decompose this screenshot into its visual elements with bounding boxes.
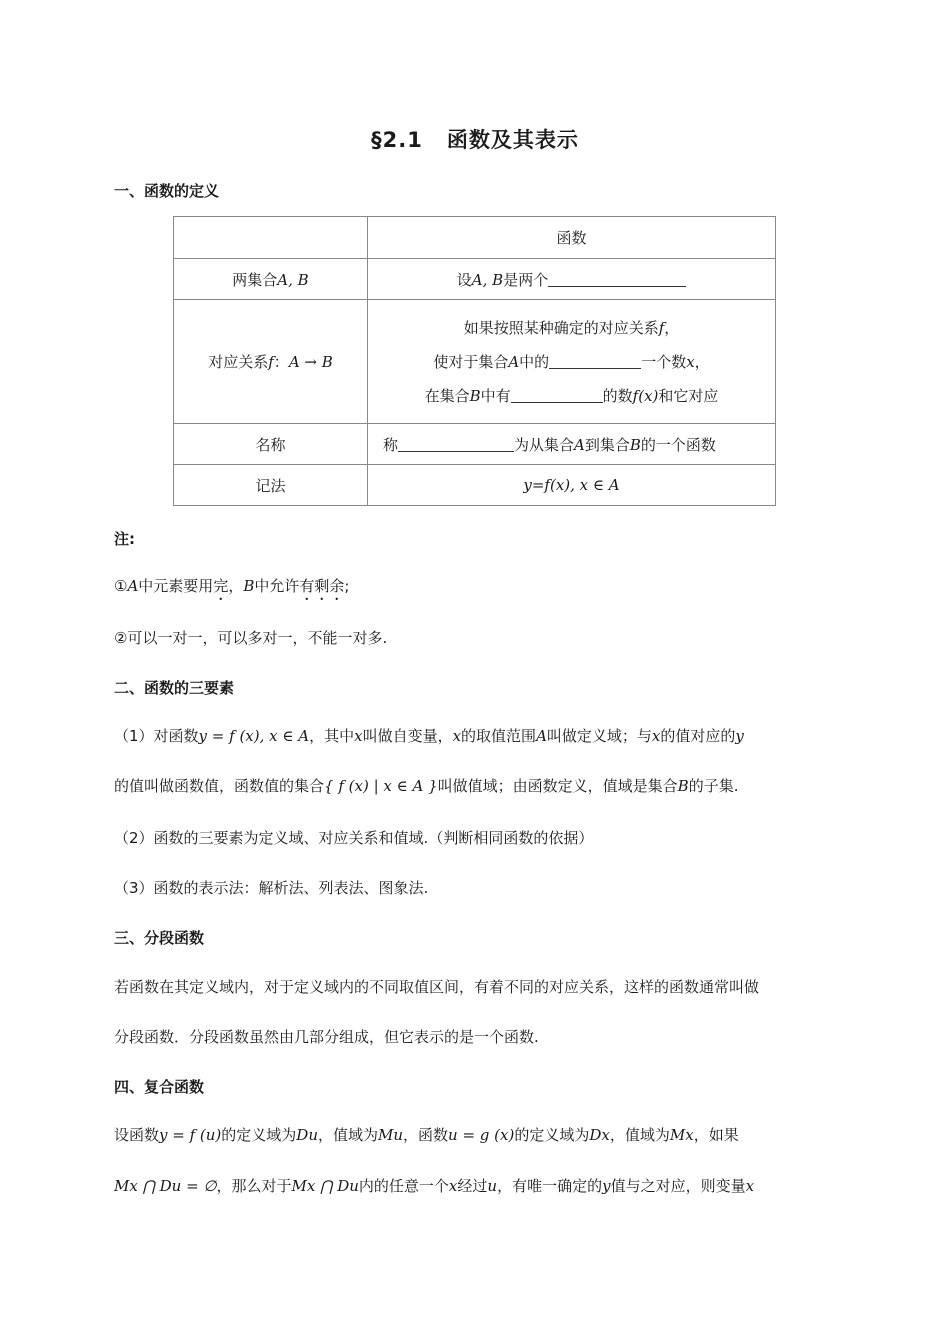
table-row <box>174 259 776 300</box>
heading-composite-function: 四、复合函数 <box>114 1078 205 1096</box>
math-text: A <box>127 577 139 595</box>
content-text: 为从集合 <box>514 435 575 454</box>
para-text: ，值域为 <box>317 1126 378 1144</box>
para-text: ，其中 <box>309 727 355 745</box>
content-text: 一个数 <box>641 352 687 371</box>
content-text: 称 <box>383 435 399 454</box>
para-text: 的值叫做函数值，函数值的集合 <box>114 777 325 795</box>
note-text: ; <box>344 577 350 595</box>
math-text: Mx ⋂ Du = ∅ <box>114 1177 217 1195</box>
note-text: 中元素要用 <box>138 577 214 595</box>
elements-paragraph-1-line-1 <box>114 725 838 746</box>
para-text: 经过 <box>457 1177 488 1195</box>
content-text: 和它对应 <box>658 386 719 405</box>
math-text: u <box>487 1177 498 1195</box>
mapping-line-1 <box>368 311 775 345</box>
math-text: x <box>686 352 695 371</box>
content-text: 中有 <box>480 386 511 405</box>
content-text: ， <box>664 318 680 337</box>
elements-paragraph-1-line-2 <box>114 775 838 796</box>
math-text: Mu <box>378 1126 404 1144</box>
table-row <box>174 424 776 465</box>
math-text: A <box>508 352 520 371</box>
math-text: B <box>469 386 481 405</box>
heading-function-definition: 一、函数的定义 <box>114 182 220 200</box>
math-text: x <box>745 1177 755 1195</box>
math-text: Du <box>296 1126 318 1144</box>
content-text: 设 <box>456 270 472 289</box>
math-text: y = f (x), x ∈ A <box>198 727 310 745</box>
table-label-sets <box>174 259 368 300</box>
fill-blank <box>548 272 686 287</box>
math-text: f <box>268 353 274 371</box>
math-text: f <box>658 318 665 337</box>
note-item-2: ②可以一对一，可以多对一，不能一对多. <box>114 629 388 647</box>
section-number: §2.1 <box>371 128 423 152</box>
math-text: B <box>677 777 689 795</box>
math-text: y <box>735 727 744 745</box>
para-text: 值与之对应，则变量 <box>610 1177 746 1195</box>
piecewise-paragraph-line-2: 分段函数．分段函数虽然由几部分组成，但它表示的是一个函数. <box>114 1028 539 1046</box>
note-item-1 <box>114 575 838 604</box>
table-content-notation <box>368 465 776 506</box>
math-text: A → B <box>288 353 333 371</box>
math-text: x <box>448 1177 458 1195</box>
emphasized-text: 完 <box>213 577 229 595</box>
math-text: x <box>354 727 363 745</box>
content-text: 在集合 <box>424 386 470 405</box>
table-row <box>174 465 776 506</box>
table-content-mapping <box>368 300 776 424</box>
math-text: A, B <box>471 270 504 289</box>
fill-blank <box>549 354 641 369</box>
title-text: 函数及其表示 <box>446 128 579 152</box>
math-text: f(x) <box>632 386 659 405</box>
label-text: 对应关系 <box>208 353 269 371</box>
note-text: 中允许 <box>254 577 300 595</box>
para-text: 的子集. <box>688 777 739 795</box>
table-label-name: 名称 <box>174 424 368 465</box>
table-row <box>174 217 776 259</box>
para-text: 叫做自变量， <box>362 727 453 745</box>
content-text: 中的 <box>519 352 550 371</box>
math-text: { f (x) | x ∈ A } <box>324 777 438 795</box>
math-text: y=f(x), x ∈ A <box>523 476 620 494</box>
note-text: ， <box>228 577 244 595</box>
content-text: 的数 <box>602 386 633 405</box>
math-text: y = f (u) <box>159 1126 222 1144</box>
page-title <box>0 124 950 154</box>
table-content-sets <box>368 259 776 300</box>
para-text: 叫做值域；由函数定义，值域是集合 <box>437 777 678 795</box>
para-text: 的取值范围 <box>461 727 537 745</box>
para-text: ，如果 <box>693 1126 739 1144</box>
math-text: Mx <box>669 1126 694 1144</box>
composite-paragraph-line-2 <box>114 1175 838 1196</box>
definition-table <box>173 216 776 506</box>
note-label: 注: <box>114 530 135 548</box>
para-text: 内的任意一个 <box>358 1177 449 1195</box>
fill-blank <box>511 388 603 403</box>
heading-three-elements: 二、函数的三要素 <box>114 679 235 697</box>
math-text: A, B <box>277 270 309 289</box>
math-text: Mx ⋂ Du <box>291 1177 359 1195</box>
content-text: 使对于集合 <box>433 352 509 371</box>
content-text: 到集合 <box>584 435 630 454</box>
table-label-mapping <box>174 300 368 424</box>
fill-blank <box>398 437 514 452</box>
para-text: 设函数 <box>114 1126 160 1144</box>
elements-paragraph-3: （3）函数的表示法：解析法、列表法、图象法. <box>114 879 429 897</box>
composite-paragraph-line-1 <box>114 1124 838 1145</box>
math-text: Dx <box>589 1126 610 1144</box>
label-text: 两集合 <box>232 270 278 289</box>
piecewise-paragraph-line-1: 若函数在其定义域内，对于定义域内的不同取值区间，有着不同的对应关系，这样的函数通常叫做 <box>114 978 760 996</box>
circled-number: ① <box>114 577 128 595</box>
table-header-function: 函数 <box>368 217 776 259</box>
para-text: 叫做定义域；与 <box>546 727 652 745</box>
para-text: 的值对应的 <box>660 727 736 745</box>
para-text: ，值域为 <box>609 1126 670 1144</box>
label-text: ： <box>273 353 289 371</box>
table-label-notation: 记法 <box>174 465 368 506</box>
table-cell-empty <box>174 217 368 259</box>
math-text: x <box>452 727 462 745</box>
para-text: ，函数 <box>403 1126 449 1144</box>
math-text: B <box>243 577 255 595</box>
math-text: u = g (x) <box>448 1126 515 1144</box>
mapping-line-3 <box>368 379 775 413</box>
table-content-name <box>368 424 776 465</box>
para-text: 的定义域为 <box>221 1126 297 1144</box>
emphasized-text: 有剩余 <box>299 577 345 595</box>
para-text: 的定义域为 <box>514 1126 590 1144</box>
math-text: y <box>602 1177 611 1195</box>
math-text: A <box>536 727 547 745</box>
math-text: A <box>574 435 585 454</box>
para-text: ，有唯一确定的 <box>497 1177 603 1195</box>
elements-paragraph-2: （2）函数的三要素为定义域、对应关系和值域.（判断相同函数的依据） <box>114 829 594 847</box>
para-text: ，那么对于 <box>216 1177 292 1195</box>
math-text: B <box>629 435 641 454</box>
content-text: 的一个函数 <box>640 435 716 454</box>
content-text: 是两个 <box>503 270 549 289</box>
mapping-line-2 <box>368 345 775 379</box>
content-text: ， <box>694 352 710 371</box>
para-text: （1）对函数 <box>114 727 199 745</box>
table-row <box>174 300 776 424</box>
math-text: x <box>651 727 661 745</box>
heading-piecewise-function: 三、分段函数 <box>114 929 205 947</box>
content-text: 如果按照某种确定的对应关系 <box>463 318 659 337</box>
